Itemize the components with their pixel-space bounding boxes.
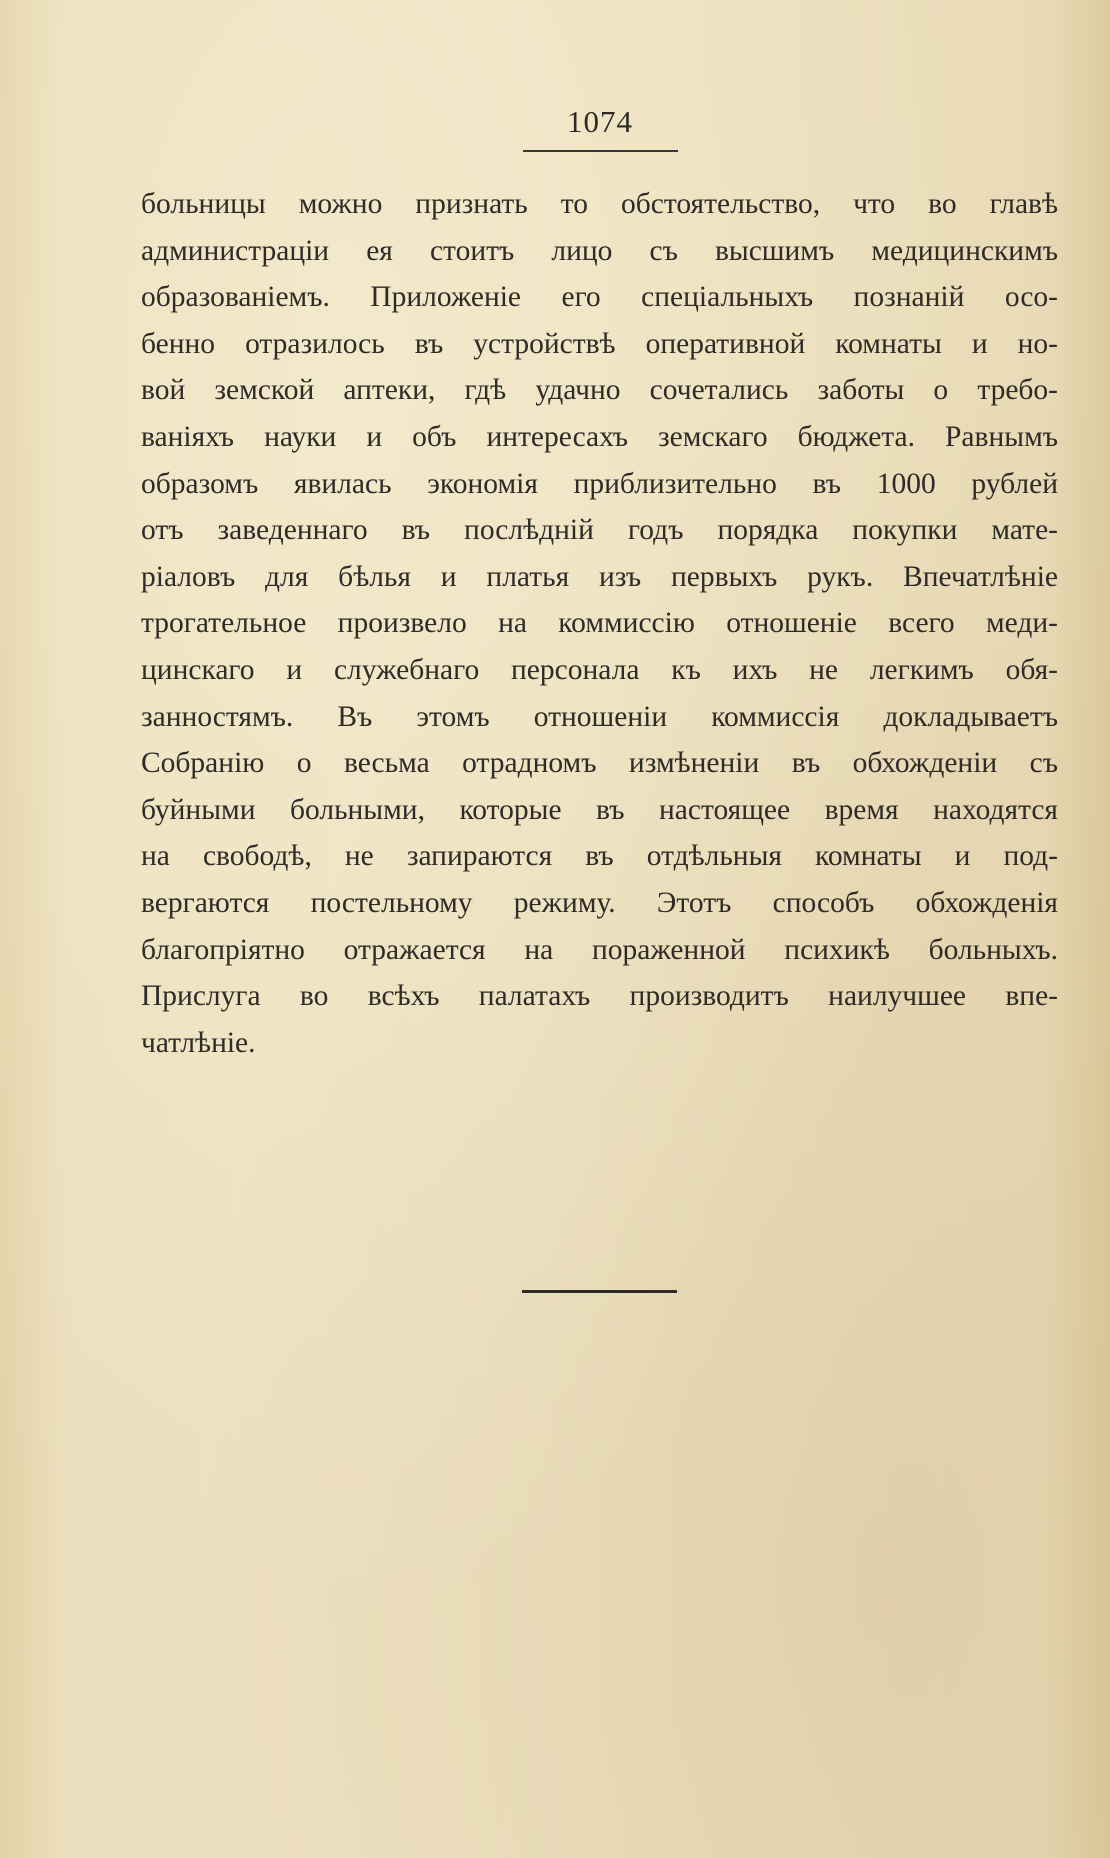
text-line: цинскаго и служебнаго персонала къ ихъ не легкимъ обя- xyxy=(141,653,1058,686)
text-line: администраціи ея стоитъ лицо съ высшимъ медицинскимъ xyxy=(141,234,1058,267)
text-line: ваніяхъ науки и объ интересахъ земскаго бюджета. Равнымъ xyxy=(141,420,1058,453)
text-line: вой земской аптеки, гдѣ удачно сочетались заботы о требо- xyxy=(141,374,1058,407)
body-text xyxy=(141,181,1058,1066)
text-line: образованіемъ. Приложеніе его спеціальныхъ познаній осо- xyxy=(141,281,1058,314)
text-line: чатлѣніе. xyxy=(141,1026,256,1059)
text-line: отъ заведеннаго въ послѣдній годъ порядка покупки мате- xyxy=(141,514,1058,547)
text-line: образомъ явилась экономія приблизительно въ 1000 рублей xyxy=(141,467,1058,500)
section-end-rule xyxy=(522,1290,677,1293)
text-line: Собранію о весьма отрадномъ измѣненіи въ обхожденіи съ xyxy=(141,747,1058,780)
text-line: вергаются постельному режиму. Этотъ способъ обхожденія xyxy=(141,886,1058,919)
text-line: бенно отразилось въ устройствѣ оперативной комнаты и но- xyxy=(141,327,1058,360)
page-number-underline xyxy=(523,150,678,152)
text-line: буйными больными, которые въ настоящее время находятся xyxy=(141,793,1058,826)
text-line: ріаловъ для бѣлья и платья изъ первыхъ рукъ. Впечатлѣніе xyxy=(141,560,1058,593)
text-line: больницы можно признать то обстоятельство, что во главѣ xyxy=(141,188,1058,220)
page-number: 1074 xyxy=(567,104,633,139)
text-line: на свободѣ, не запираются въ отдѣльныя комнаты и под- xyxy=(141,840,1058,873)
text-line: благопріятно отражается на пораженной психикѣ больныхъ. xyxy=(141,933,1058,966)
text-line: занностямъ. Въ этомъ отношеніи коммиссія докладываетъ xyxy=(141,700,1058,733)
text-line: Прислуга во всѣхъ палатахъ производитъ наилучшее впе- xyxy=(141,980,1058,1013)
text-line: трогательное произвело на коммиссію отношеніе всего меди- xyxy=(141,607,1058,640)
